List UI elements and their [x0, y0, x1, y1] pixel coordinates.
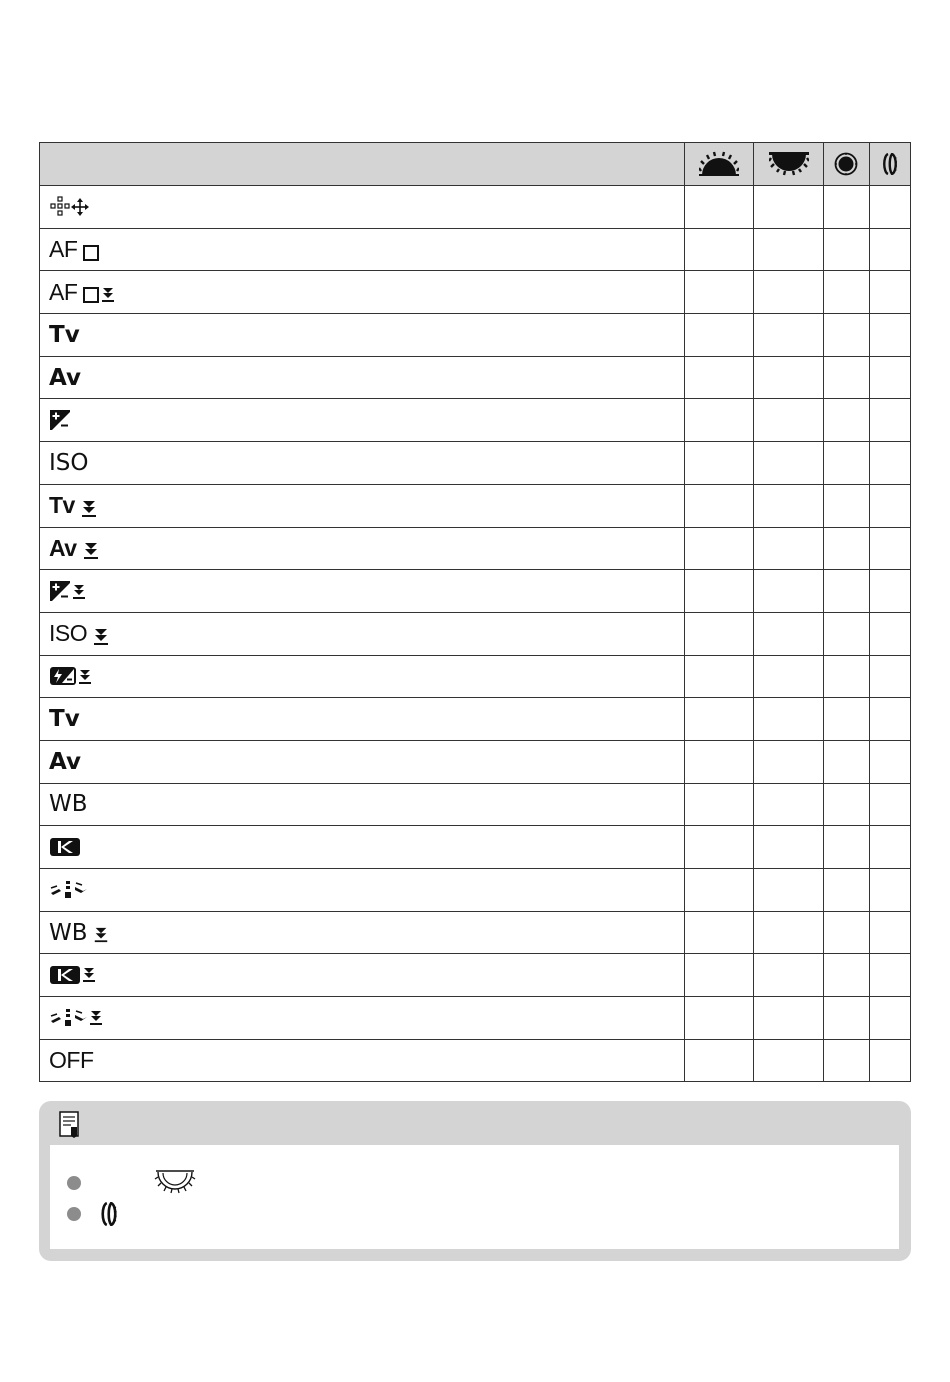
function-label: AF [49, 278, 78, 305]
function-cell [40, 484, 685, 527]
main-dial-cell [685, 527, 754, 570]
function-label: Tv [49, 492, 75, 519]
multi-controller-cell [823, 655, 869, 698]
quick-control-dial-icon [769, 152, 809, 176]
function-cell [40, 228, 685, 271]
function-cell [40, 442, 685, 485]
main-dial-cell [685, 314, 754, 357]
control-ring-cell [869, 1039, 910, 1082]
main-dial-cell [685, 783, 754, 826]
main-dial-cell [685, 826, 754, 869]
control-ring-cell [869, 740, 910, 783]
table-row [40, 484, 911, 527]
main-dial-cell [685, 442, 754, 485]
multi-controller-column-header [823, 143, 869, 186]
exposure-compensation-hold-icon [49, 580, 87, 602]
quick-control-dial-cell [754, 228, 823, 271]
setting-hold-icon [92, 628, 110, 646]
control-ring-cell [869, 314, 910, 357]
control-ring-cell [869, 698, 910, 741]
bullet-icon [67, 1176, 81, 1190]
function-label: Av [49, 748, 81, 775]
main-dial-cell [685, 228, 754, 271]
function-label: WB [49, 919, 88, 946]
function-label: WB [49, 791, 88, 818]
function-label: ISO [49, 620, 88, 647]
af-point-move-icon [49, 196, 89, 218]
multi-controller-cell [823, 954, 869, 997]
quick-control-dial-cell [754, 997, 823, 1040]
table-row [40, 228, 911, 271]
quick-control-dial-cell [754, 186, 823, 229]
function-cell [40, 314, 685, 357]
control-ring-cell [869, 826, 910, 869]
color-temperature-hold-icon [49, 965, 97, 985]
main-dial-cell [685, 997, 754, 1040]
control-ring-cell [869, 911, 910, 954]
control-ring-cell [869, 954, 910, 997]
main-dial-cell [685, 698, 754, 741]
table-header-row [40, 143, 911, 186]
function-cell [40, 783, 685, 826]
quick-control-dial-cell [754, 399, 823, 442]
table-row [40, 869, 911, 912]
main-dial-cell [685, 655, 754, 698]
quick-control-dial-cell [754, 869, 823, 912]
main-dial-cell [685, 954, 754, 997]
control-ring-icon [882, 153, 898, 175]
quick-control-dial-cell [754, 527, 823, 570]
quick-control-dial-cell [754, 570, 823, 613]
control-ring-cell [869, 186, 910, 229]
main-dial-icon [699, 151, 739, 177]
table-row [40, 826, 911, 869]
function-column-header [40, 143, 685, 186]
quick-control-dial-cell [754, 655, 823, 698]
quick-control-dial-cell [754, 783, 823, 826]
function-cell [40, 698, 685, 741]
multi-controller-icon [834, 152, 858, 176]
control-ring-cell [869, 442, 910, 485]
function-cell [40, 356, 685, 399]
table-row [40, 186, 911, 229]
table-row [40, 655, 911, 698]
table-row [40, 314, 911, 357]
multi-controller-cell [823, 442, 869, 485]
function-label: Av [49, 534, 77, 561]
main-dial-cell [685, 399, 754, 442]
table-row [40, 1039, 911, 1082]
function-label: OFF [49, 1047, 94, 1074]
multi-controller-cell [823, 612, 869, 655]
quick-control-dial-cell [754, 271, 823, 314]
table-row [40, 997, 911, 1040]
multi-controller-cell [823, 570, 869, 613]
quick-control-dial-column-header [754, 143, 823, 186]
quick-control-dial-cell [754, 740, 823, 783]
function-cell [40, 655, 685, 698]
function-label: ISO [49, 449, 89, 476]
table-row [40, 911, 911, 954]
control-ring-cell [869, 527, 910, 570]
function-cell [40, 911, 685, 954]
control-ring-cell [869, 484, 910, 527]
quick-control-dial-cell [754, 442, 823, 485]
multi-controller-cell [823, 399, 869, 442]
quick-control-dial-cell [754, 314, 823, 357]
function-label: Tv [49, 706, 80, 733]
function-table [39, 142, 911, 1082]
flash-exposure-compensation-hold-icon [49, 665, 93, 687]
quick-control-dial-cell [754, 826, 823, 869]
table-row [40, 442, 911, 485]
note-content [50, 1145, 899, 1249]
multi-controller-cell [823, 997, 869, 1040]
function-cell [40, 527, 685, 570]
control-ring-cell [869, 655, 910, 698]
note-box [39, 1101, 911, 1261]
control-ring-cell [869, 399, 910, 442]
main-dial-cell [685, 869, 754, 912]
control-ring-cell [869, 570, 910, 613]
table-row [40, 356, 911, 399]
control-ring-cell [869, 783, 910, 826]
multi-controller-cell [823, 356, 869, 399]
main-dial-cell [685, 570, 754, 613]
table-row [40, 740, 911, 783]
af-on-hold-icon [82, 286, 116, 304]
main-dial-cell [685, 612, 754, 655]
function-cell [40, 570, 685, 613]
quick-control-dial-cell [754, 954, 823, 997]
function-cell [40, 186, 685, 229]
multi-controller-cell [823, 527, 869, 570]
af-on-icon [82, 244, 100, 262]
quick-control-dial-cell [754, 1039, 823, 1082]
multi-controller-cell [823, 271, 869, 314]
control-ring-cell [869, 997, 910, 1040]
control-ring-cell [869, 228, 910, 271]
bullet-icon [67, 1207, 81, 1221]
main-dial-column-header [685, 143, 754, 186]
function-cell [40, 997, 685, 1040]
control-ring-cell [869, 271, 910, 314]
function-cell [40, 612, 685, 655]
table-row [40, 612, 911, 655]
setting-hold-icon [82, 542, 100, 560]
quick-control-dial-cell [754, 911, 823, 954]
table-row [40, 698, 911, 741]
multi-controller-cell [823, 869, 869, 912]
quick-control-dial-cell [754, 356, 823, 399]
function-cell [40, 271, 685, 314]
main-dial-cell [685, 1039, 754, 1082]
function-label: Tv [49, 321, 80, 348]
table-row [40, 570, 911, 613]
multi-controller-cell [823, 911, 869, 954]
function-cell [40, 826, 685, 869]
wb-correction-hold-icon [49, 1007, 105, 1029]
main-dial-cell [685, 271, 754, 314]
quick-control-dial-cell [754, 698, 823, 741]
control-ring-column-header [869, 143, 910, 186]
main-dial-cell [685, 356, 754, 399]
table-row [40, 271, 911, 314]
memo-icon [59, 1111, 79, 1139]
table-row [40, 527, 911, 570]
multi-controller-cell [823, 186, 869, 229]
function-cell [40, 954, 685, 997]
table-row [40, 399, 911, 442]
multi-controller-cell [823, 314, 869, 357]
multi-controller-cell [823, 783, 869, 826]
function-label: Av [49, 364, 81, 391]
function-label: AF [49, 236, 78, 263]
setting-hold-icon [93, 926, 109, 944]
multi-controller-cell [823, 228, 869, 271]
multi-controller-cell [823, 484, 869, 527]
control-ring-icon [100, 1202, 118, 1226]
table-row [40, 954, 911, 997]
function-cell [40, 399, 685, 442]
main-dial-cell [685, 911, 754, 954]
main-dial-cell [685, 186, 754, 229]
multi-controller-cell [823, 698, 869, 741]
function-cell [40, 740, 685, 783]
multi-controller-cell [823, 740, 869, 783]
table-row [40, 783, 911, 826]
function-cell [40, 1039, 685, 1082]
quick-control-dial-cell [754, 484, 823, 527]
exposure-compensation-icon [49, 409, 71, 431]
setting-hold-icon [80, 500, 98, 518]
wb-correction-icon [49, 879, 89, 901]
function-cell [40, 869, 685, 912]
quick-control-dial-outline-icon [154, 1169, 196, 1195]
control-ring-cell [869, 356, 910, 399]
multi-controller-cell [823, 1039, 869, 1082]
multi-controller-cell [823, 826, 869, 869]
color-temperature-icon [49, 837, 81, 857]
main-dial-cell [685, 484, 754, 527]
quick-control-dial-cell [754, 612, 823, 655]
control-ring-cell [869, 869, 910, 912]
main-dial-cell [685, 740, 754, 783]
control-ring-cell [869, 612, 910, 655]
